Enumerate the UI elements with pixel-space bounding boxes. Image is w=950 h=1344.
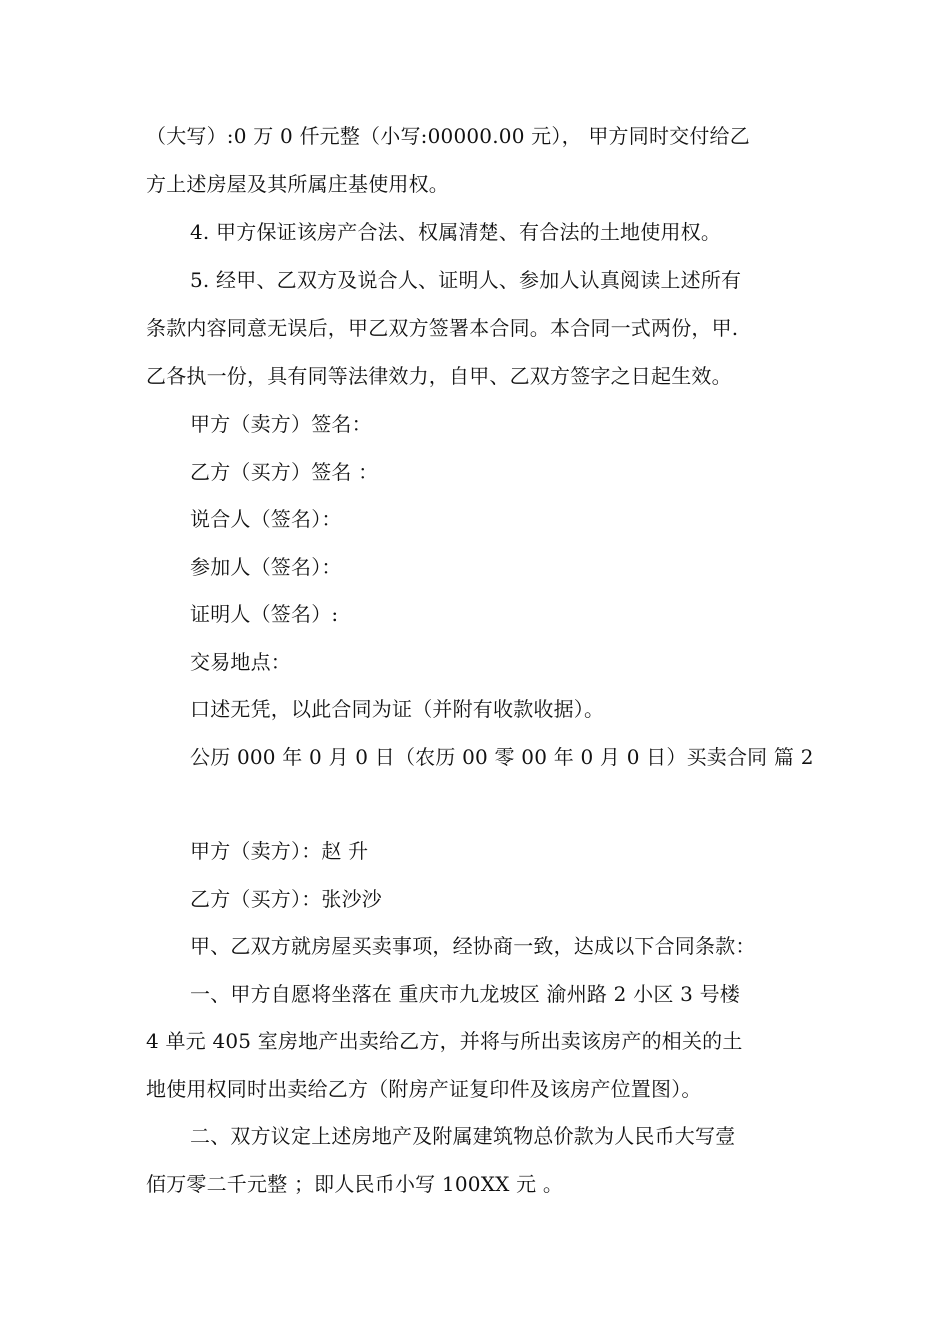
clause-1: 一、甲方自愿将坐落在 重庆市九龙坡区 渝州路 2 小区 3 号楼 [190, 982, 740, 1006]
date-line: 公历 000 年 0 月 0 日（农历 00 零 00 年 0 月 0 日）买卖合同 篇 2 [190, 745, 814, 769]
signature-line-party-a: 甲方（卖方）签名： [190, 412, 372, 436]
text-line: （大写）:0 万 0 仟元整（小写:00000.00 元）， 甲方同时交付给乙 [146, 124, 750, 148]
signature-line-participant: 参加人（签名）： [190, 555, 342, 579]
party-a-line: 甲方（卖方）：赵 升 [190, 839, 369, 863]
clause-2: 二、双方议定上述房地产及附属建筑物总价款为人民币大写壹 [190, 1124, 736, 1148]
signature-line-party-b: 乙方（买方）签名 ： [190, 460, 379, 484]
text-line: 乙各执一份，具有同等法律效力，自甲、乙双方签字之日起生效。 [146, 364, 732, 388]
text-line: 5. 经甲、乙双方及说合人、证明人、参加人认真阅读上述所有 [190, 268, 742, 292]
text-line: 甲、乙双方就房屋买卖事项，经协商一致，达成以下合同条款： [190, 934, 756, 958]
text-line: 方上述房屋及其所属庄基使用权。 [146, 172, 449, 196]
signature-line-witness: 证明人（签名）: [190, 602, 339, 626]
text-line: 条款内容同意无误后，甲乙双方签署本合同。本合同一式两份，甲. [146, 316, 739, 340]
party-b-line: 乙方（买方）：张沙沙 [190, 887, 382, 911]
text-line: 4 单元 405 室房地产出卖给乙方，并将与所出卖该房产的相关的土 [146, 1029, 743, 1053]
text-line: 4. 甲方保证该房产合法、权属清楚、有合法的土地使用权。 [190, 220, 722, 244]
signature-line-intermediary: 说合人（签名）： [190, 507, 342, 531]
transaction-location: 交易地点： [190, 650, 291, 674]
text-line: 地使用权同时出卖给乙方（附房产证复印件及该房产位置图）。 [146, 1077, 702, 1101]
text-line: 佰万零二千元整 ；即人民币小写 100XX 元 。 [146, 1172, 564, 1196]
text-line: 口述无凭，以此合同为证（并附有收款收据）。 [190, 697, 605, 721]
